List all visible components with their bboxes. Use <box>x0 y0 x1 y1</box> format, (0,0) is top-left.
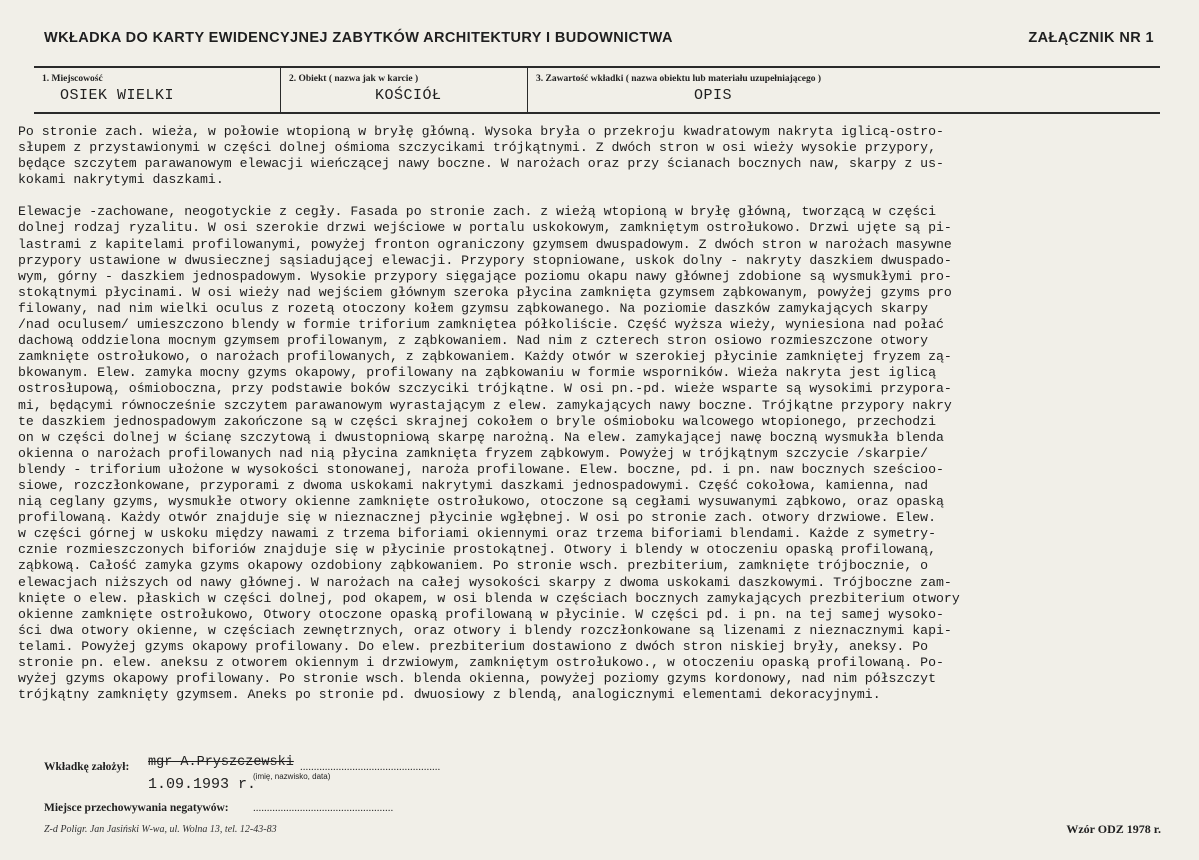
author-label: Wkładkę założył: <box>44 761 130 773</box>
author-name: mgr A.Pryszczewski <box>148 755 294 770</box>
author-dotted-line: ................................................... <box>300 761 441 773</box>
field-locality-label: 1. Miejscowość <box>42 74 103 84</box>
paragraph-tower: Po stronie zach. wieża, w połowie wtopioną w bryłę główną. Wysoka bryła o przekroju kwadratowym nakryta iglicą-ostro- słupem z przystawionymi w części dolnej ośmioma szczycikami trójkątnymi. Z dwóch stron w osi wieży wysokie przypory, będące szczytem parawanowym elewacji wieńczącej nawy boczne. W narożach oraz przy ścianach bocznych naw, skarpy z us- kokami nakrytymi daszkami. <box>18 124 944 188</box>
field-locality <box>34 68 280 112</box>
form-title: WKŁADKA DO KARTY EWIDENCYJNEJ ZABYTKÓW ARCHITEKTURY I BUDOWNICTWA <box>44 30 673 46</box>
negatives-dotted-line: ................................................... <box>253 802 394 814</box>
field-object-value: KOŚCIÓŁ <box>375 87 442 104</box>
printer-imprint: Z-d Poligr. Jan Jasiński W-wa, ul. Wolna 13, tel. 12-43-83 <box>44 824 277 835</box>
negatives-label: Miejsce przechowywania negatywów: <box>44 802 229 814</box>
field-locality-value: OSIEK WIELKI <box>60 87 175 104</box>
field-contents-value: OPIS <box>694 87 733 104</box>
field-contents <box>527 68 1160 112</box>
paragraph-elevations: Elewacje -zachowane, neogotyckie z cegły. Fasada po stronie zach. z wieżą wtopioną w bryłę główną, tworzącą w części dolnej rodzaj ryzalitu. W osi szerokie drzwi wejściowe w portalu uskokowym, zamkniętym ostrołukowo. Drzwi ujęte są pi- lastrami z kapitelami profilowanymi, powyżej fronton ograniczony gzymsem dwuspadowym. Z dwóch stron w narożach masywne przypory ustawione w dwusiecznej sąsiadującej elewacji. Przypory stopniowane, uskok dolny - nakryty daszkiem dwuspado- wym, górny - daszkiem jednospadowym. Wysokie przypory sięgające poziomu okapu nawy głównej zdobione są wysmukłymi pro- stokątnymi płycinami. W osi wieży nad wejściem głównym szeroka płycina zamknięta gzymsem ząbkowanym, powyżej gzyms pro filowany, nad nim wielki oculus z rozetą otoczony kołem gzymsu ząbkowanego. Na poziomie daszków zamykających skarpy /nad oculusem/ umieszczono blendy w formie triforium zamkniętea półkoliście. Część wyższa wieży, wyniesiona nad połać dachową oddzielona mocnym gzymsem profilowanym, z ząbkowaniem. Nad nim z czterech stron osiowo rozmieszczone otwory zamknięte ostrołukowo, o narożach profilowanych, z ząbkowaniem. Każdy otwór w szerokiej płycinie zamkniętej fryzem zą- bkowanym. Elew. zamyka mocny gzyms okapowy, profilowany na ząbkowaniu w formie wsporników. Wieża nakryta jest iglicą ostrosłupową, ośmioboczna, przy podstawie boków szczyciki trójkątne. W osi pn.-pd. wieże wsparte są wysokimi przypora- mi, będącymi równocześnie szczytem parawanowym wyrastającym z elew. zamykających nawy boczne. Trójkątne przypory nakry te daszkiem jednospadowym zakończone są w części skrajnej cokołem o bryle ośmioboku walcowego wtopionego, przechodzi on w części dolnej w ścianę szczytową i dwustopniową skarpę narożną. Na elew. zamykającej nawę boczną wysmukła blenda okienna o narożach profilowanych nad nią płycina zamknięta fryzem ząbkowym. Powyżej w trójkątnym szczycie /skarpie/ blendy - triforium ułożone w wysokości stonowanej, naroża profilowane. Elew. boczne, pd. i pn. naw bocznych sześcioo- siowe, rozczłonkowane, przyporami z dwoma uskokami nakrytymi daszkami jednospadowymi. Część cokołowa, kamienna, nad nią ceglany gzyms, wysmukłe otwory okienne zamknięte ostrołukowo, otoczone są cegłami wysuwanymi ząbkowo, oraz opaską profilowaną. Każdy otwór znajduje się w nieznacznej płycinie wgłębnej. W osi po stronie zach. otwory drzwiowe. Elew. w części górnej w uskoku między nawami z trzema biforiami okiennymi oraz trzema biforiami blendami. Każde z symetry- cznie rozmieszczonych biforiów znajduje się w płycinie prostokątnej. Otwory i blendy w otoczeniu opaską profilowaną, ząbkową. Całość zamyka gzyms okapowy ozdobiony ząbkowaniem. Po stronie wsch. prezbiterium, zamknięte trójbocznie, o elewacjach niższych od nawy głównej. W narożach na całej wysokości skarpy z dwoma uskokami daszkowymi. Trójboczne zam- knięte o elew. płaskich w części dolnej, pod okapem, w osi blenda w częściach bocznych zamykających prezbiterium otwory okienne zamknięte ostrołukowo, Otwory otoczone opaską profilowaną w płycinie. W części pd. i pn. na tej samej wysoko- ści dwa otwory okienne, w częściach zewnętrznych, oraz otwory i blendy rozczłonkowane są lizenami z nieznacznymi kapi- telami. Powyżej gzyms okapowy profilowany. Do elew. prezbiterium dostawiono z dwóch stron niskiej bryły, aneksy. Po stronie pn. elew. aneksu z otworem okiennym i drzwiowym, zamkniętym ostrołukowo., w otoczeniu opaską profilowaną. Po- wyżej gzyms okapowy profilowany. Po stronie wsch. blenda okienna, powyżej poziomy gzyms kordonowy, nad nim półszczyt trójkątny zamknięty gzymsem. Aneks po stronie pd. dwuosiowy z blendą, analogicznymi elementami dekoracyjnymi. <box>18 204 960 703</box>
field-contents-label: 3. Zawartość wkładki ( nazwa obiektu lub materiału uzupełniającego ) <box>536 74 822 84</box>
form-code: Wzór ODZ 1978 r. <box>1066 822 1161 836</box>
author-date: 1.09.1993 r. <box>148 776 257 793</box>
field-object-label: 2. Obiekt ( nazwa jak w karcie ) <box>289 74 419 84</box>
description-text <box>18 124 1194 703</box>
identification-fields <box>34 66 1160 114</box>
annex-number: ZAŁĄCZNIK NR 1 <box>1028 30 1154 46</box>
author-hint: (imię, nazwisko, data) <box>253 772 331 781</box>
card-header <box>44 30 1154 52</box>
field-object <box>280 68 527 112</box>
